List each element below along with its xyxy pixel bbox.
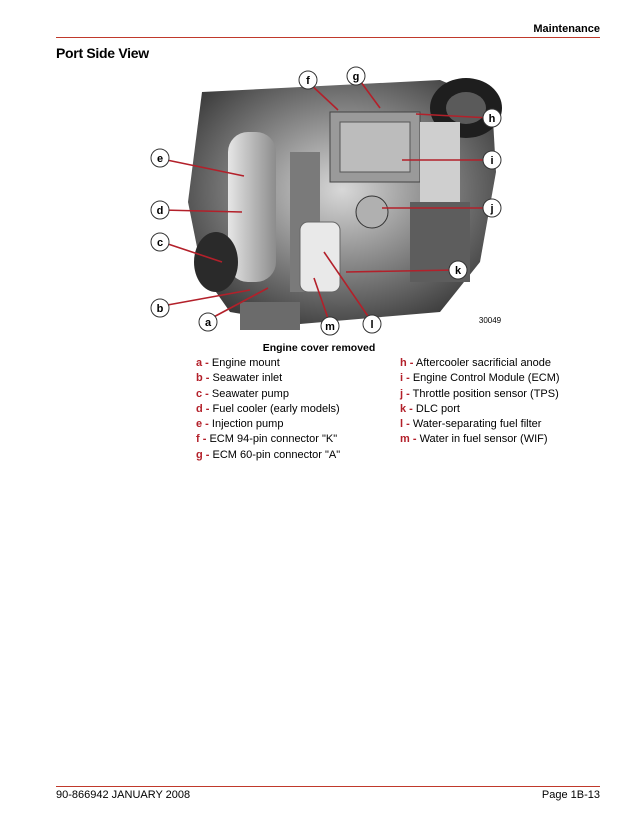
svg-text:d: d xyxy=(156,205,164,217)
svg-text:f: f xyxy=(306,75,310,87)
callout-c xyxy=(151,233,169,251)
legend-item: l - Water-separating fuel filter xyxy=(400,418,542,431)
callout-i xyxy=(483,151,501,169)
legend-item: j - Throttle position sensor (TPS) xyxy=(400,387,559,400)
svg-text:a: a xyxy=(204,317,212,329)
callout-l xyxy=(363,315,381,333)
footer-doc-number: 90-866942 JANUARY 2008 xyxy=(56,789,191,801)
callout-m xyxy=(321,317,339,335)
legend-left xyxy=(196,356,340,463)
callout-h xyxy=(483,109,501,127)
engine-figure xyxy=(140,62,524,342)
svg-text:i: i xyxy=(490,155,494,167)
legend-item: b - Seawater inlet xyxy=(196,372,283,385)
svg-text:c: c xyxy=(156,237,164,249)
legend-item: g - ECM 60-pin connector "A" xyxy=(196,448,341,461)
callout-f xyxy=(299,71,317,89)
legend-item: f - ECM 94-pin connector "K" xyxy=(196,433,338,446)
svg-text:m: m xyxy=(325,321,335,333)
callout-a xyxy=(199,313,217,331)
svg-text:g: g xyxy=(352,71,360,83)
callout-d xyxy=(151,201,169,219)
callout-e xyxy=(151,149,169,167)
footer-rule xyxy=(56,786,600,787)
svg-text:h: h xyxy=(488,113,496,125)
legend-right xyxy=(400,356,560,448)
footer-page-number: Page 1B-13 xyxy=(541,789,600,801)
callout-j xyxy=(483,199,501,217)
legend-item: h - Aftercooler sacrificial anode xyxy=(400,357,552,369)
svg-text:j: j xyxy=(490,203,494,215)
section-header: Maintenance xyxy=(533,23,600,35)
photo-number: 30049 xyxy=(478,316,502,325)
legend-item: i - Engine Control Module (ECM) xyxy=(400,372,560,385)
callout-k xyxy=(449,261,467,279)
legend-item: k - DLC port xyxy=(400,402,460,415)
svg-text:l: l xyxy=(370,319,374,331)
svg-text:b: b xyxy=(156,303,164,315)
callout-g xyxy=(347,67,365,85)
engine-photo-icon xyxy=(140,62,524,342)
legend-item: a - Engine mount xyxy=(196,357,280,369)
callout-b xyxy=(151,299,169,317)
legend-item: d - Fuel cooler (early models) xyxy=(196,402,340,415)
page-title: Port Side View xyxy=(56,45,149,61)
figure-caption: Engine cover removed xyxy=(262,342,376,354)
legend-item: e - Injection pump xyxy=(196,418,284,431)
legend-item: c - Seawater pump xyxy=(196,387,289,400)
svg-text:k: k xyxy=(454,265,462,277)
header-rule xyxy=(56,37,600,38)
legend-item: m - Water in fuel sensor (WIF) xyxy=(400,433,548,446)
svg-text:e: e xyxy=(156,153,164,165)
